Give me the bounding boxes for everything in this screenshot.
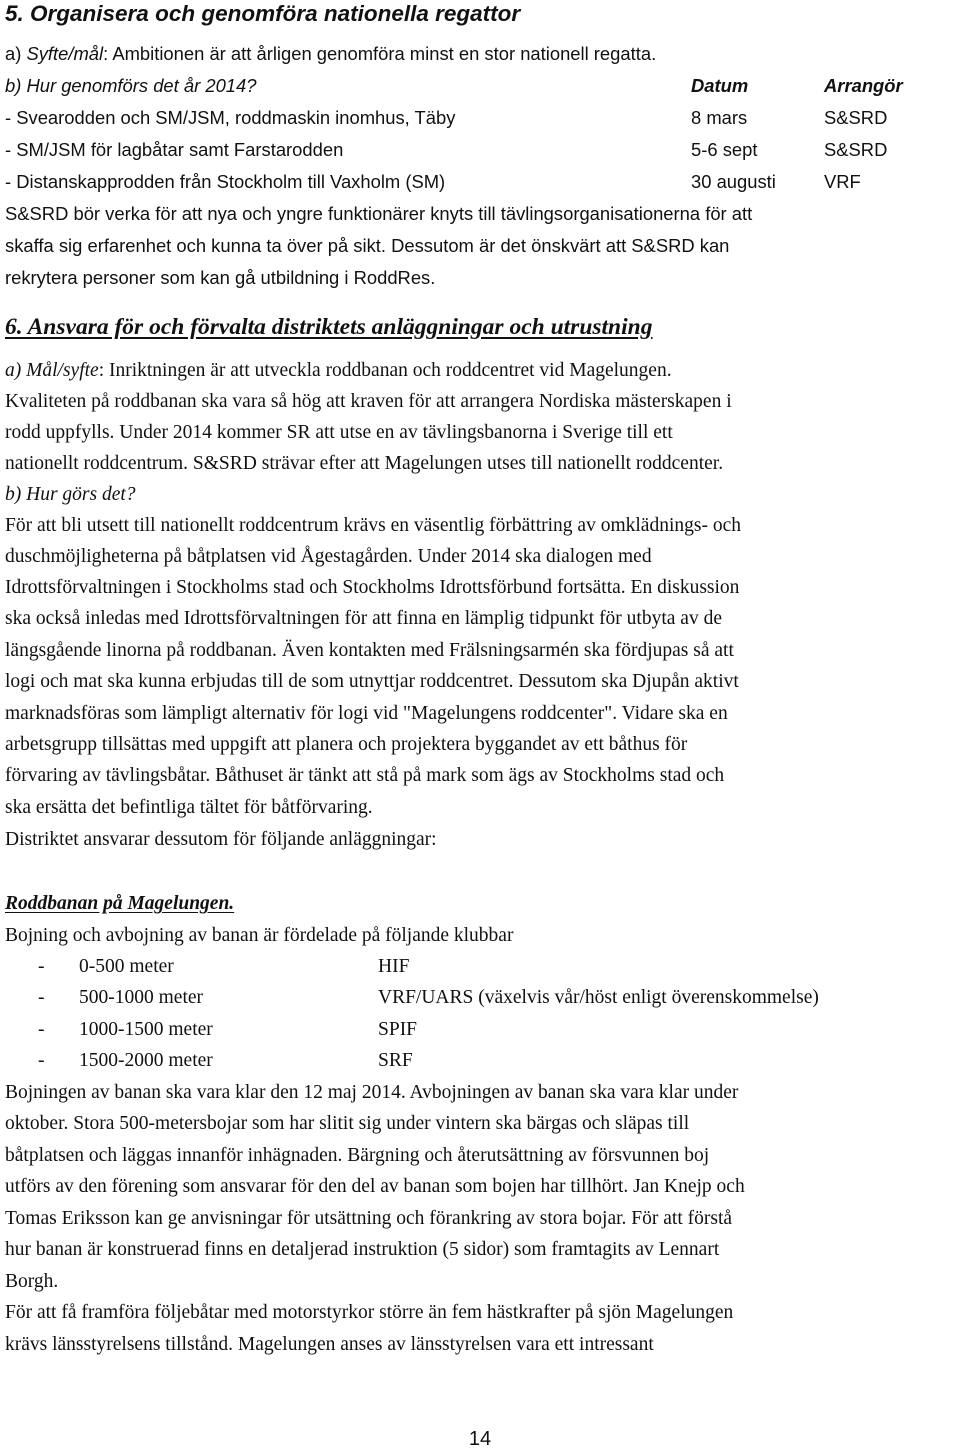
purpose-label: a) Mål/syfte — [5, 360, 99, 381]
course-range: 500-1000 meter — [79, 987, 204, 1008]
regatta-row — [5, 136, 957, 164]
text-line: ska ersätta det befintliga tältet för båtförvaring. — [5, 797, 373, 818]
col-header-organizer: Arrangör — [824, 75, 903, 96]
text-line: Bojningen av banan ska vara klar den 12 maj 2014. Avbojningen av banan ska vara klar under — [5, 1082, 739, 1103]
text-line: nationellt roddcentrum. S&SRD strävar efter att Magelungen utses till nationellt roddcenter. — [5, 453, 724, 474]
bullet-dash: - — [38, 1019, 45, 1040]
section-5-paragraph-line: rekrytera personer som kan gå utbildning i RoddRes. — [5, 267, 436, 288]
text-line: hur banan är konstruerad finns en detaljerad instruktion (5 sidor) som framtagits av Lennart — [5, 1239, 720, 1260]
regatta-event: - Distanskapprodden från Stockholm till Vaxholm (SM) — [5, 171, 446, 192]
regatta-event: - SM/JSM för lagbåtar samt Farstarodden — [5, 139, 344, 160]
club-name: SRF — [378, 1050, 413, 1071]
club-name: HIF — [378, 956, 410, 977]
purpose-text: : Inriktningen är att utveckla roddbanan och roddcentret vid Magelungen. — [98, 360, 672, 381]
regatta-table-header — [5, 72, 957, 100]
text-line: duschmöjligheterna på båtplatsen vid Ågestagården. Under 2014 ska dialogen med — [5, 546, 652, 567]
regatta-date: 30 augusti — [691, 171, 776, 192]
text-line: utförs av den förening som ansvarar för den del av banan som bojen har tillhört. Jan Knejp och — [5, 1176, 745, 1197]
text-line: arbetsgrupp tillsättas med uppgift att planera och projektera byggandet av ett båthus för — [5, 734, 688, 755]
course-range: 1000-1500 meter — [79, 1019, 213, 1040]
text-line: Tomas Eriksson kan ge anvisningar för utsättning och förankring av stora bojar. För att förstå — [5, 1208, 733, 1229]
text-line: Idrottsförvaltningen i Stockholms stad och Stockholms Idrottsförbund fortsätta. En diskussion — [5, 577, 740, 598]
text-line: Kvaliteten på roddbanan ska vara så hög att kraven för att arrangera Nordiska mästerskapen i — [5, 391, 732, 412]
regatta-organizer: VRF — [824, 171, 861, 192]
section-6-purpose — [5, 357, 672, 385]
text-line: För att bli utsett till nationellt roddcentrum krävs en väsentlig förbättring av omklädnings- och — [5, 515, 741, 536]
purpose-label: Syfte/mål — [26, 43, 104, 64]
regatta-row — [5, 168, 957, 196]
page-number: 14 — [468, 1428, 492, 1450]
section-5-purpose — [5, 40, 656, 68]
text-line: rodd uppfylls. Under 2014 kommer SR att utse en av tävlingsbanorna i Sverige till ett — [5, 422, 673, 443]
text-line: ska också inledas med Idrottsförvaltningen för att finna en lämplig tidpunkt för utbyta av de — [5, 608, 722, 629]
course-range: 1500-2000 meter — [79, 1050, 213, 1071]
text-line: förvaring av tävlingsbåtar. Båthuset är tänkt att stå på mark som ägs av Stockholms stad och — [5, 765, 725, 786]
regatta-row — [5, 104, 957, 132]
purpose-text: : Ambitionen är att årligen genomföra minst en stor nationell regatta. — [103, 43, 657, 64]
section-5-heading: 5. Organisera och genomföra nationella regattor — [5, 1, 521, 26]
club-name: VRF/UARS (växelvis vår/höst enligt överenskommelse) — [378, 987, 819, 1008]
section-5-paragraph-line: skaffa sig erfarenhet och kunna ta över på sikt. Dessutom är det önskvärt att S&SRD kan — [5, 235, 730, 256]
course-range: 0-500 meter — [79, 956, 174, 977]
text-line: Borgh. — [5, 1271, 59, 1292]
bullet-dash: - — [38, 956, 45, 977]
regatta-event: - Svearodden och SM/JSM, roddmaskin inomhus, Täby — [5, 107, 456, 128]
regatta-date: 8 mars — [691, 107, 748, 128]
text-line: krävs länsstyrelsens tillstånd. Magelungen anses av länsstyrelsen vara ett intressant — [5, 1334, 654, 1355]
club-name: SPIF — [378, 1019, 418, 1040]
bullet-dash: - — [38, 987, 45, 1008]
col-header-date: Datum — [691, 75, 749, 96]
text-line: Distriktet ansvarar dessutom för följande anläggningar: — [5, 829, 437, 850]
text-line: längsgående linorna på roddbanan. Även kontakten med Frälsningsarmén ska fördjupas så att — [5, 640, 734, 661]
text-line: logi och mat ska kunna erbjudas till de som utnyttjar roddcentret. Dessutom ska Djupån aktivt — [5, 671, 739, 692]
section-6-heading: 6. Ansvara för och förvalta distriktets anläggningar och utrustning — [5, 314, 653, 340]
regatta-organizer: S&SRD — [824, 139, 888, 160]
regatta-date: 5-6 sept — [691, 139, 758, 160]
text-line: marknadsföras som lämpligt alternativ för logi vid "Magelungens roddcenter". Vidare ska en — [5, 703, 728, 724]
purpose-prefix: a) — [5, 43, 27, 64]
bullet-dash: - — [38, 1050, 45, 1071]
regatta-organizer: S&SRD — [824, 107, 888, 128]
text-line: oktober. Stora 500-metersbojar som har slitit sig under vintern ska bärgas och släpas till — [5, 1113, 690, 1134]
text-line: båtplatsen och läggas innanför inhägnaden. Bärgning och återutsättning av försvunnen boj — [5, 1145, 710, 1166]
text-line: Bojning och avbojning av banan är fördelade på följande klubbar — [5, 925, 514, 946]
text-line: För att få framföra följebåtar med motorstyrkor större än fem hästkrafter på sjön Magelungen — [5, 1302, 734, 1323]
how-question: b) Hur görs det? — [5, 484, 136, 505]
facility-heading: Roddbanan på Magelungen. — [5, 893, 235, 914]
section-5-paragraph-line: S&SRD bör verka för att nya och yngre funktionärer knyts till tävlingsorganisationerna för att — [5, 203, 753, 224]
how-question: b) Hur genomförs det år 2014? — [5, 75, 257, 96]
